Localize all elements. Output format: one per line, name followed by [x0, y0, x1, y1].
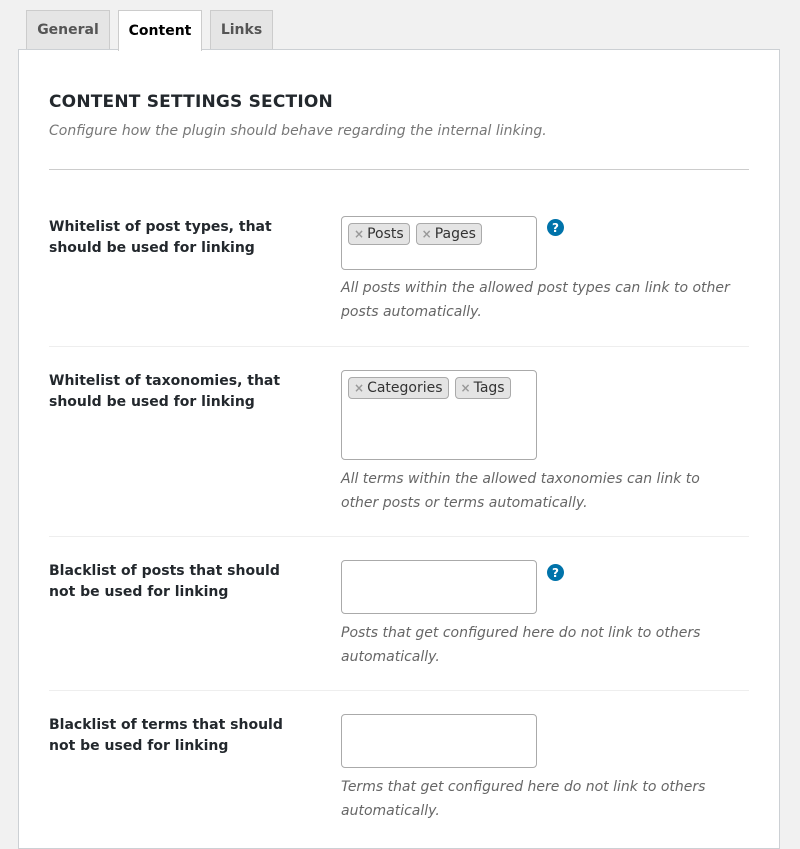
terms-blacklist-help: Terms that get configured here do not link to others automatically. [341, 779, 706, 819]
tag-chip-tags [455, 377, 511, 399]
remove-tag-icon[interactable]: × [421, 227, 432, 241]
post-types-whitelist-select[interactable] [341, 216, 537, 270]
tag-chip-pages [416, 223, 482, 245]
terms-blacklist-select[interactable] [341, 714, 537, 768]
tab-content[interactable]: Content [118, 10, 202, 51]
post-types-whitelist-label: Whitelist of post types, that should be used for linking [49, 219, 272, 256]
tag-label: Pages [434, 226, 476, 242]
section-title: CONTENT SETTINGS SECTION [49, 92, 333, 112]
row-divider [49, 536, 749, 537]
tag-label: Tags [473, 380, 505, 396]
tag-label: Categories [367, 380, 443, 396]
remove-tag-icon[interactable]: × [460, 381, 471, 395]
posts-blacklist-select[interactable] [341, 560, 537, 614]
tag-label: Posts [367, 226, 404, 242]
row-divider [49, 690, 749, 691]
section-description: Configure how the plugin should behave regarding the internal linking. [49, 123, 547, 139]
terms-blacklist-label: Blacklist of terms that should not be used for linking [49, 717, 283, 754]
row-divider [49, 346, 749, 347]
help-icon[interactable]: ? [547, 219, 564, 236]
taxonomies-whitelist-help: All terms within the allowed taxonomies can link to other posts or terms automatically. [341, 471, 700, 511]
tag-chip-categories [348, 377, 449, 399]
tab-links[interactable]: Links [210, 10, 273, 49]
settings-panel [18, 49, 780, 849]
taxonomies-whitelist-select[interactable] [341, 370, 537, 460]
posts-blacklist-label: Blacklist of posts that should not be used for linking [49, 563, 280, 600]
posts-blacklist-help: Posts that get configured here do not link to others automatically. [341, 625, 701, 665]
post-types-whitelist-help: All posts within the allowed post types can link to other posts automatically. [341, 280, 730, 320]
help-icon[interactable]: ? [547, 564, 564, 581]
remove-tag-icon[interactable]: × [354, 381, 365, 395]
tab-general[interactable]: General [26, 10, 110, 49]
taxonomies-whitelist-label: Whitelist of taxonomies, that should be used for linking [49, 373, 281, 410]
section-divider [49, 169, 749, 170]
remove-tag-icon[interactable]: × [354, 227, 365, 241]
tag-chip-posts [348, 223, 410, 245]
